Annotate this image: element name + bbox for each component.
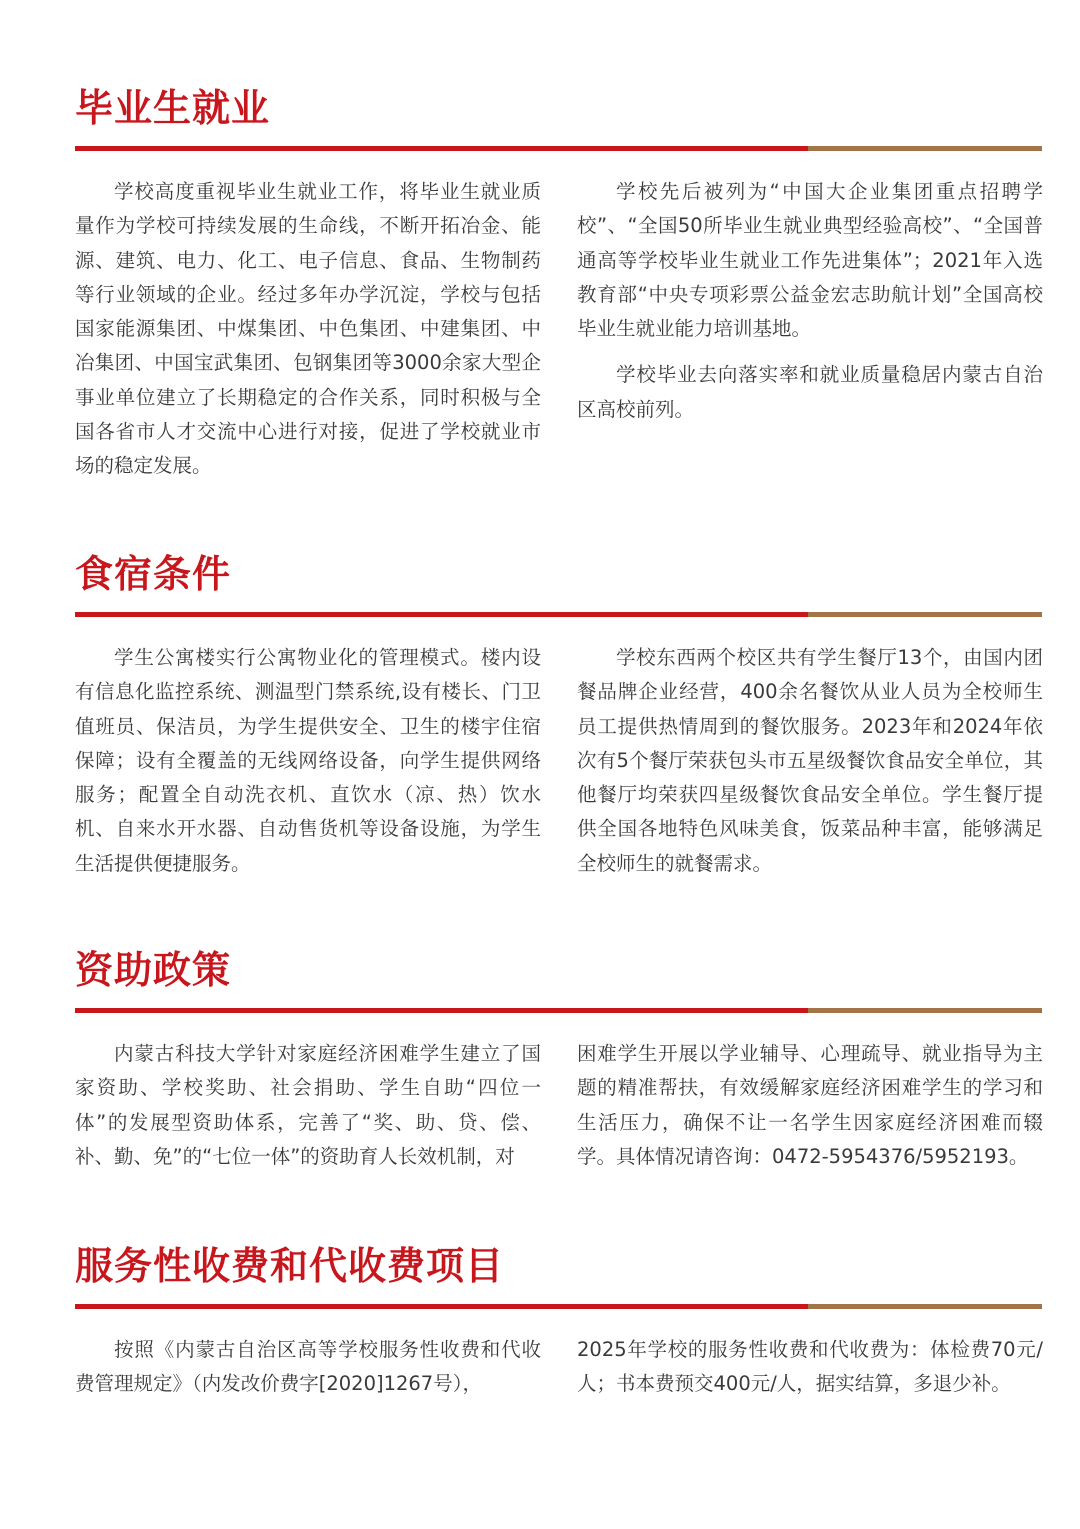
paragraph: 内蒙古科技大学针对家庭经济困难学生建立了国家资助、学校奖助、社会捐助、学生自助“四位一体”的发展型资助体系，完善了“奖、助、贷、偿、补、勤、免”的“七位一体”的资助育人长效机制，对 — [75, 1042, 541, 1168]
paragraph: 2025年学校的服务性收费和代收费为：体检费70元/人；书本费预交400元/人，据实结算，多退少补。 — [577, 1338, 1043, 1396]
left-column — [75, 641, 541, 893]
right-column — [577, 175, 1043, 439]
left-column — [75, 1333, 541, 1414]
section-title: 食宿条件 — [75, 552, 232, 596]
paragraph: 学校先后被列为“中国大企业集团重点招聘学校”、“全国50所毕业生就业典型经验高校”、“全国普通高等学校毕业生就业工作先进集体”；2021年入选教育部“中央专项彩票公益金宏志助航计划”全国高校毕业生就业能力培训基地。 — [577, 180, 1043, 341]
left-column — [75, 175, 541, 496]
right-column — [577, 1037, 1043, 1186]
section-title: 毕业生就业 — [75, 86, 271, 130]
section-title: 资助政策 — [75, 948, 232, 992]
section-divider — [75, 1304, 1042, 1309]
paragraph: 困难学生开展以学业辅导、心理疏导、就业指导为主题的精准帮扶，有效缓解家庭经济困难学生的学习和生活压力，确保不让一名学生因家庭经济困难而辍学。具体情况请咨询：0472-5954376/5952193。 — [577, 1042, 1043, 1168]
paragraph: 按照《内蒙古自治区高等学校服务性收费和代收费管理规定》（内发改价费字[2020]1267号）， — [75, 1338, 541, 1396]
paragraph: 学生公寓楼实行公寓物业化的管理模式。楼内设有信息化监控系统、测温型门禁系统,设有楼长、门卫值班员、保洁员，为学生提供安全、卫生的楼宇住宿保障；设有全覆盖的无线网络设备，向学生提供网络服务；配置全自动洗衣机、直饮水（凉、热）饮水机、自来水开水器、自动售货机等设备设施，为学生生活提供便捷服务。 — [75, 646, 541, 875]
section-divider — [75, 146, 1042, 151]
right-column — [577, 641, 1043, 893]
paragraph: 学校高度重视毕业生就业工作，将毕业生就业质量作为学校可持续发展的生命线，不断开拓冶金、能源、建筑、电力、化工、电子信息、食品、生物制药等行业领域的企业。经过多年办学沉淀，学校与包括国家能源集团、中煤集团、中色集团、中建集团、中冶集团、中国宝武集团、包钢集团等3000余家大型企事业单位建立了长期稳定的合作关系，同时积极与全国各省市人才交流中心进行对接，促进了学校就业市场的稳定发展。 — [75, 180, 541, 478]
section-divider — [75, 612, 1042, 617]
right-column — [577, 1333, 1043, 1414]
section-divider — [75, 1008, 1042, 1013]
paragraph: 学校东西两个校区共有学生餐厅13个，由国内团餐品牌企业经营，400余名餐饮从业人员为全校师生员工提供热情周到的餐饮服务。2023年和2024年依次有5个餐厅荣获包头市五星级餐饮食品安全单位，其他餐厅均荣获四星级餐饮食品安全单位。学生餐厅提供全国各地特色风味美食，饭菜品种丰富，能够满足全校师生的就餐需求。 — [577, 646, 1043, 875]
left-column — [75, 1037, 541, 1186]
paragraph: 学校毕业去向落实率和就业质量稳居内蒙古自治区高校前列。 — [577, 363, 1043, 421]
section-title: 服务性收费和代收费项目 — [75, 1244, 505, 1288]
